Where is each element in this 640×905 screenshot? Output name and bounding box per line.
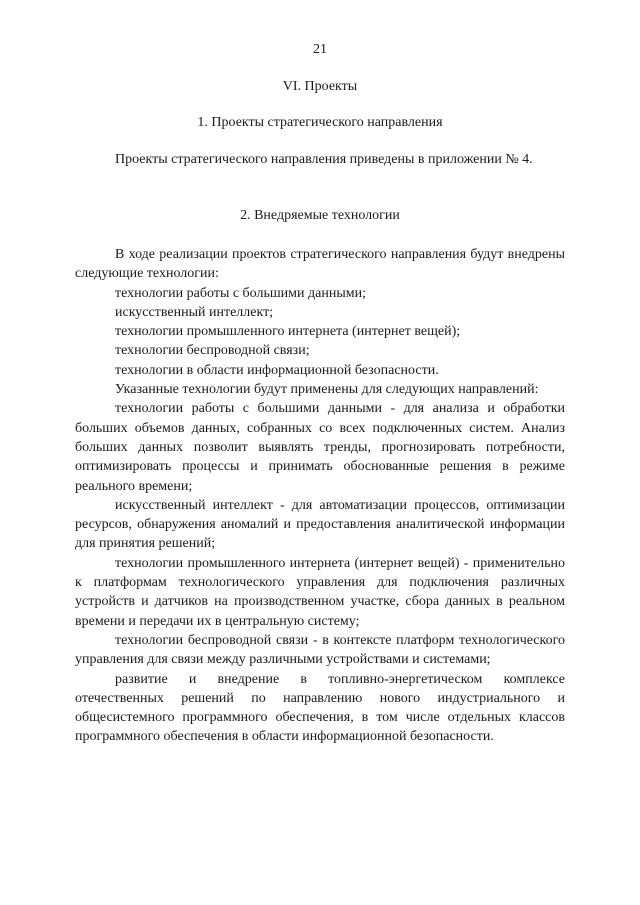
paragraph: Проекты стратегического направления приведены в приложении № 4. bbox=[115, 152, 533, 167]
list-item: развитие и внедрение в топливно-энергетическом комплексе отечественных решений по направлению нового индустриального и общесистемного программного обеспечения, в том числе отдельных классов программного обеспечения в области информационной безопасности. bbox=[75, 671, 565, 745]
list-item: технологии беспроводной связи - в контексте платформ технологического управления для связи между различными устройствами и системами; bbox=[75, 632, 565, 668]
subsection-2-title: 2. Внедряемые технологии bbox=[240, 208, 400, 223]
subsection-2-body bbox=[75, 245, 565, 747]
list-item: искусственный интеллект - для автоматизации процессов, оптимизации ресурсов, обнаружения аномалий и предоставления аналитической информации для принятия решений; bbox=[75, 497, 565, 552]
list-item: технологии промышленного интернета (интернет вещей); bbox=[115, 324, 461, 340]
list-item: искусственный интеллект; bbox=[115, 304, 274, 320]
page-number: 21 bbox=[313, 42, 327, 57]
paragraph: В ходе реализации проектов стратегического направления будут внедрены следующие технологии: bbox=[75, 247, 565, 282]
list-item: технологии беспроводной связи; bbox=[115, 343, 310, 359]
list-item: технологии промышленного интернета (интернет вещей) - применительно к платформам технологического управления для подключения различных устройств и датчиков на производственном участке, сбора данных в реальном времени и передачи их в центральную систему; bbox=[75, 555, 565, 629]
list-item: технологии работы с большими данными - для анализа и обработки больших объемов данных, собранных со всех подключенных систем. Анализ больших данных позволит выявлять тренды, прогнозировать потребности, оптимизировать процессы и принимать обоснованные решения в режиме реального времени; bbox=[75, 401, 565, 494]
subsection-1-body bbox=[75, 150, 565, 169]
section-title: VI. Проекты bbox=[282, 79, 358, 94]
list-item: технологии в области информационной безопасности. bbox=[115, 362, 439, 378]
paragraph: Указанные технологии будут применены для следующих направлений: bbox=[115, 382, 539, 398]
subsection-1-title: 1. Проекты стратегического направления bbox=[197, 115, 443, 130]
list-item: технологии работы с большими данными; bbox=[115, 285, 366, 301]
